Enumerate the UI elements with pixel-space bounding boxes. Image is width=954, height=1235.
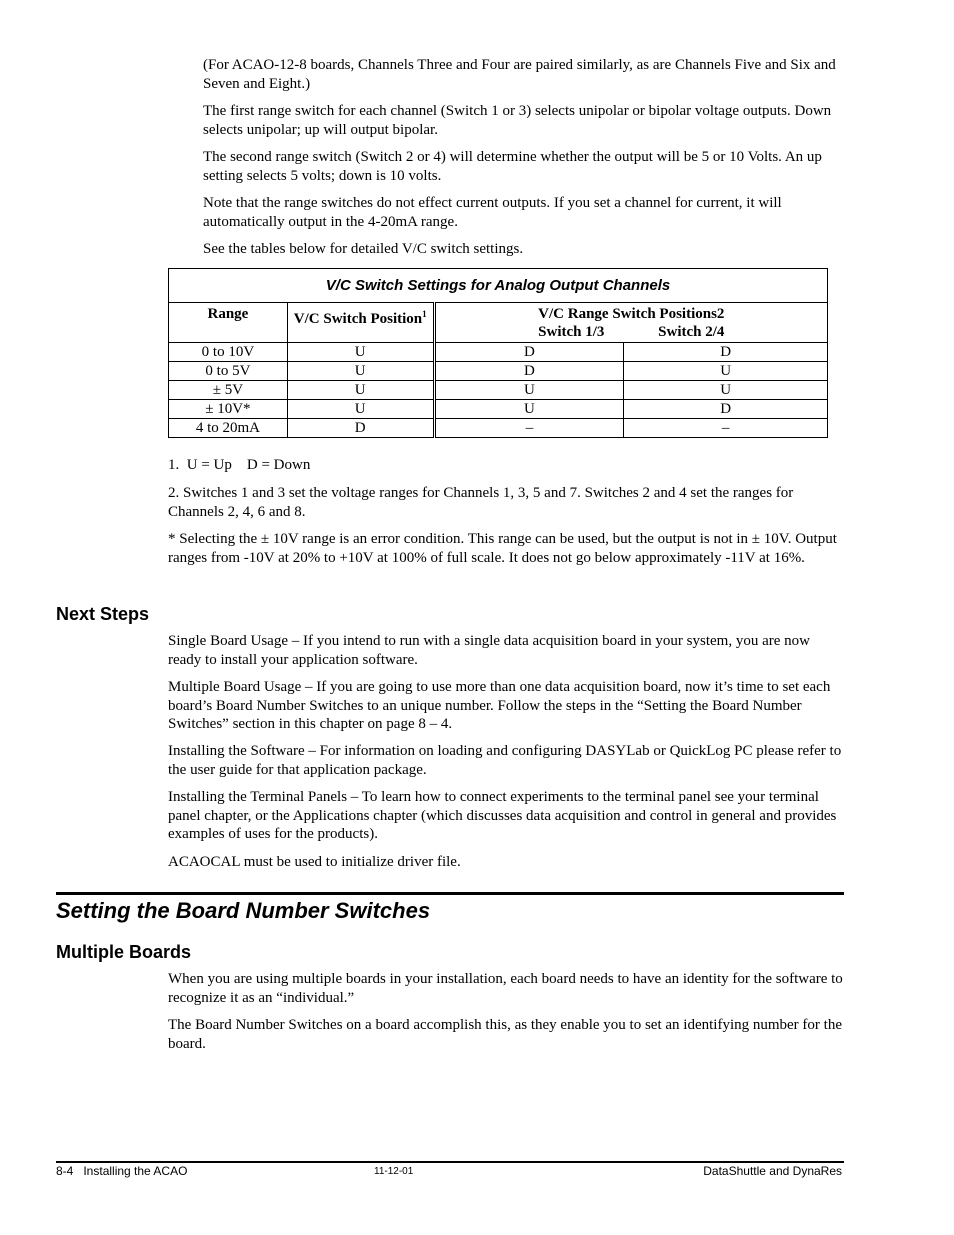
multiple-boards-paragraph-2: The Board Number Switches on a board accomplish this, as they enable you to set an identifying number for the board.	[168, 1017, 842, 1052]
next-steps-heading: Next Steps	[56, 604, 150, 624]
next-steps-paragraph-2: Multiple Board Usage – If you are going to use more than one data acquisition board, now it’s time to set each board’s Board Number Switches to an unique number. Follow the steps in the “Setting the Board Number Switches” section in this chapter on page 8 – 4.	[168, 679, 831, 732]
intro-paragraph-4: Note that the range switches do not effect current outputs. If you set a channel for current, it will automatically output in the 4-20mA range.	[203, 195, 782, 230]
header-vc-position: V/C Switch Position$^1$	[287, 303, 434, 343]
header-switch-2-4: Switch 2/4	[658, 323, 725, 340]
table-row: 4 to 20mA D – –	[169, 419, 828, 438]
header-range: Range	[169, 303, 288, 343]
intro-paragraph-1: (For ACAO-12-8 boards, Channels Three and Four are paired similarly, as are Channels Five and Six and Seven and Eight.)	[203, 57, 836, 92]
note-3: * Selecting the ± 10V range is an error condition. This range can be used, but the output is not in ± 10V. Output ranges from -10V at 20% to +10V at 100% of full scale. It does not go below approximately -11V at 16%.	[168, 531, 837, 566]
multiple-boards-paragraph-1: When you are using multiple boards in your installation, each board needs to have an identity for the software to recognize it as an “individual.”	[168, 971, 843, 1006]
section-divider	[56, 892, 844, 895]
table-row: ± 5V U U U	[169, 381, 828, 400]
note-1: 1. U = Up D = Down	[168, 457, 311, 473]
table-row: 0 to 5V U D U	[169, 362, 828, 381]
table-row: 0 to 10V U D D	[169, 343, 828, 362]
vc-switch-settings-table	[168, 268, 828, 438]
footer-product: DataShuttle and DynaRes	[703, 1164, 842, 1178]
intro-paragraph-2: The first range switch for each channel (Switch 1 or 3) selects unipolar or bipolar voltage outputs. Down selects unipolar; up will output bipolar.	[203, 103, 832, 138]
next-steps-paragraph-4: Installing the Terminal Panels – To learn how to connect experiments to the terminal panel see your terminal panel chapter, or the Applications chapter (which discusses data acquisition and control in general and provides examples of uses for the products).	[168, 789, 837, 842]
next-steps-paragraph-1: Single Board Usage – If you intend to run with a single data acquisition board in your system, you are now ready to install your application software.	[168, 633, 810, 668]
footer-date: 11-12-01	[374, 1166, 414, 1177]
table-caption: V/C Switch Settings for Analog Output Channels	[169, 269, 828, 303]
next-steps-paragraph-5: ACAOCAL must be used to initialize driver file.	[168, 854, 461, 870]
intro-paragraph-5: See the tables below for detailed V/C switch settings.	[203, 241, 524, 257]
note-2: 2. Switches 1 and 3 set the voltage ranges for Channels 1, 3, 5 and 7. Switches 2 and 4 set the ranges for Channels 2, 4, 6 and 8.	[168, 485, 794, 520]
next-steps-paragraph-3: Installing the Software – For information on loading and configuring DASYLab or QuickLog PC please refer to the user guide for that application package.	[168, 743, 842, 778]
section-title: Setting the Board Number Switches	[56, 898, 431, 923]
footer-rule	[56, 1161, 844, 1163]
footer-page-label: 8-4 Installing the ACAO	[56, 1164, 188, 1178]
intro-paragraph-3: The second range switch (Switch 2 or 4) will determine whether the output will be 5 or 10 Volts. An up setting selects 5 volts; down is 10 volts.	[203, 149, 822, 184]
header-range-switch-positions: V/C Range Switch Positions2 Switch 1/3 Switch 2/4	[434, 303, 827, 343]
table-row: ± 10V* U U D	[169, 400, 828, 419]
multiple-boards-heading: Multiple Boards	[56, 942, 192, 962]
header-switch-1-3: Switch 1/3	[538, 323, 605, 340]
